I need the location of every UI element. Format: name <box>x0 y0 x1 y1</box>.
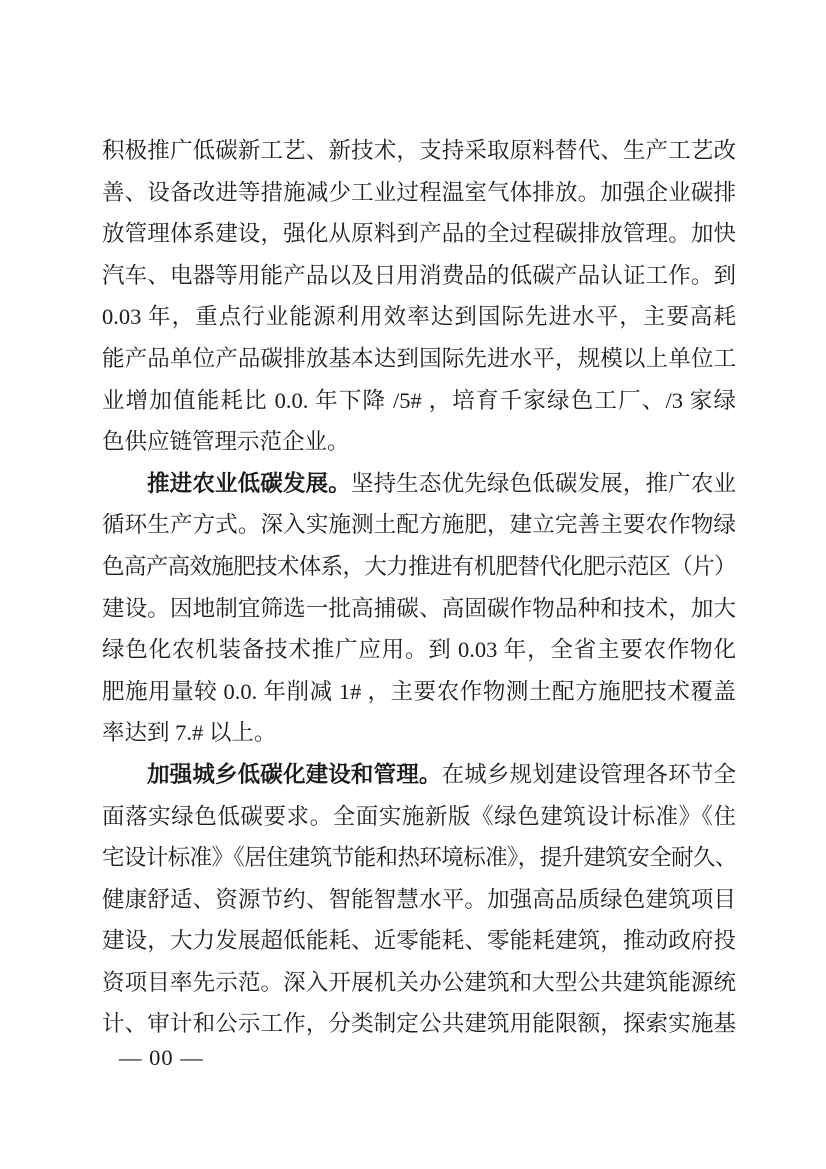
text-line: 宅设计标准》《居住建筑节能和热环境标准》，提升建筑安全耐久、 <box>102 845 736 871</box>
paragraph3-lead-rest: 在城乡规划建设管理各环节全 <box>441 761 736 787</box>
text-line: 循环生产方式。深入实施测土配方施肥，建立完善主要农作物绿 <box>102 512 736 538</box>
text-line: 色高产高效施肥技术体系，大力推进有机肥替代化肥示范区（片） <box>102 553 736 579</box>
paragraph2-first-line <box>102 463 736 505</box>
text-line: 汽车、电器等用能产品以及日用消费品的低碳产品认证工作。到 <box>102 262 736 288</box>
paragraph2-lead-rest: 坚持生态优先绿色低碳发展，推广农业 <box>350 470 736 496</box>
text-line: 放管理体系建设，强化从原料到产品的全过程碳排放管理。加快 <box>102 221 736 247</box>
paragraph3-first-line <box>102 754 736 796</box>
body-text <box>102 130 736 1045</box>
page-number: — 00 — <box>119 1045 204 1070</box>
text-line: 能产品单位产品碳排放基本达到国际先进水平，规模以上单位工 <box>102 345 736 371</box>
text-line: 积极推广低碳新工艺、新技术，支持采取原料替代、生产工艺改 <box>102 138 736 163</box>
text-line: 率达到 7.# 以上。 <box>102 720 277 746</box>
text-line: 0.03 年，重点行业能源利用效率达到国际先进水平，主要高耗 <box>102 304 736 330</box>
paragraph3-lead-bold: 加强城乡低碳化建设和管理。 <box>147 761 442 787</box>
paragraph2-lead-bold: 推进农业低碳发展。 <box>147 470 351 496</box>
text-line: 健康舒适、资源节约、智能智慧水平。加强高品质绿色建筑项目 <box>102 886 736 912</box>
text-line: 色供应链管理示范企业。 <box>102 429 350 455</box>
text-line: 计、审计和公示工作，分类制定公共建筑用能限额，探索实施基 <box>102 1011 736 1037</box>
text-line: 建设。因地制宜筛选一批高捕碳、高固碳作物品种和技术，加大 <box>102 595 736 621</box>
text-line: 建设，大力发展超低能耗、近零能耗、零能耗建筑，推动政府投 <box>102 928 736 954</box>
text-line: 业增加值能耗比 0.0. 年下降 /5# ，培育千家绿色工厂、/3 家绿 <box>102 387 736 413</box>
text-line: 面落实绿色低碳要求。全面实施新版《绿色建筑设计标准》《住 <box>102 803 736 829</box>
text-line: 资项目率先示范。深入开展机关办公建筑和大型公共建筑能源统 <box>102 969 736 995</box>
text-line: 善、设备改进等措施减少工业过程温室气体排放。加强企业碳排 <box>102 179 736 205</box>
text-line: 肥施用量较 0.0. 年削减 1# ，主要农作物测土配方施肥技术覆盖 <box>102 678 736 704</box>
text-line: 绿色化农机装备技术推广应用。到 0.03 年，全省主要农作物化 <box>102 637 736 663</box>
